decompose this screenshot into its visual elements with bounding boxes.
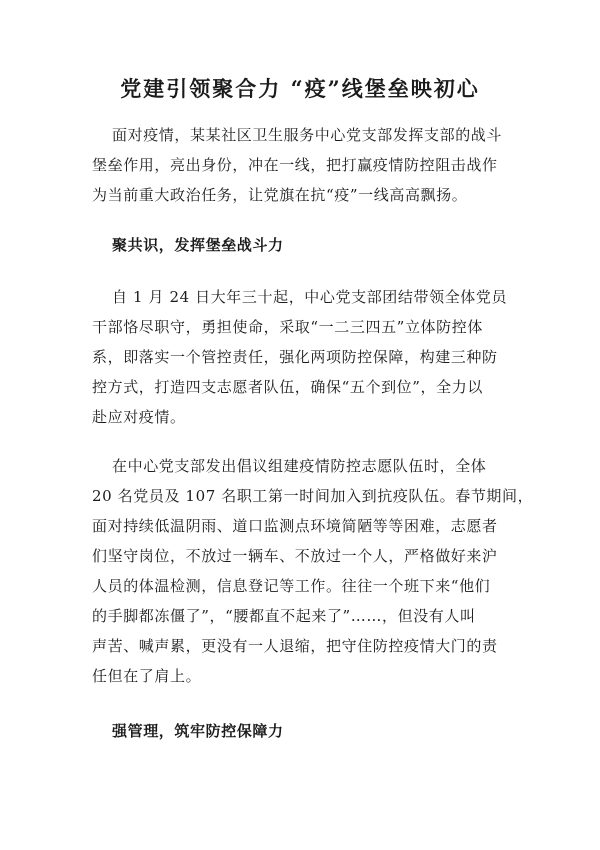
section1-paragraph-2: [92, 451, 534, 691]
s1p2-line-8: 任但在了肩上。: [92, 667, 202, 685]
s1p1-line-5: 赴应对疫情。: [92, 408, 186, 426]
s1p1-line-3: 系，即落实一个管控责任，强化两项防控保障，构建三种防: [92, 348, 498, 366]
s1p2-line-2: 20 名党员及 107 名职工第一时间加入到抗疫队伍。春节期间，: [92, 487, 534, 505]
section1-paragraph-1: [92, 282, 520, 432]
s1p2-line-1: 在中心党支部发出倡议组建疫情防控志愿队伍时，全体: [112, 457, 487, 475]
s1p2-line-4: 们坚守岗位，不放过一辆车、不放过一个人，严格做好来沪: [92, 547, 498, 565]
intro-line-3: 为当前重大政治任务，让党旗在抗“疫”一线高高飘扬。: [92, 186, 468, 204]
s1p2-line-3: 面对持续低温阴雨、道口监测点环境简陋等等困难，志愿者: [92, 517, 498, 535]
intro-paragraph: [92, 120, 520, 210]
s1p2-line-5: 人员的体温检测，信息登记等工作。往往一个班下来“他们: [92, 577, 491, 595]
document-title: 党建引领聚合力 “疫”线堡垒映初心: [120, 76, 480, 101]
section-heading-management: 强管理，筑牢防控保障力: [112, 722, 284, 740]
s1p1-line-1: 自 1 月 24 日大年三十起，中心党支部团结带领全体党员: [112, 288, 508, 306]
s1p1-line-2: 干部恪尽职守，勇担使命，采取“一二三四五”立体防控体: [92, 318, 483, 336]
s1p2-line-7: 声苦、喊声累，更没有一人退缩，把守住防控疫情大门的责: [92, 637, 498, 655]
intro-line-2: 堡垒作用，亮出身份，冲在一线，把打赢疫情防控阻击战作: [92, 156, 498, 174]
section-heading-consensus: 聚共识，发挥堡垒战斗力: [112, 236, 284, 254]
s1p2-line-6: 的手脚都冻僵了”，“腰都直不起来了”……，但没有人叫: [92, 607, 476, 625]
s1p1-line-4: 控方式，打造四支志愿者队伍，确保“五个到位”，全力以: [92, 378, 483, 396]
intro-line-1: 面对疫情，某某社区卫生服务中心党支部发挥支部的战斗: [112, 126, 503, 144]
